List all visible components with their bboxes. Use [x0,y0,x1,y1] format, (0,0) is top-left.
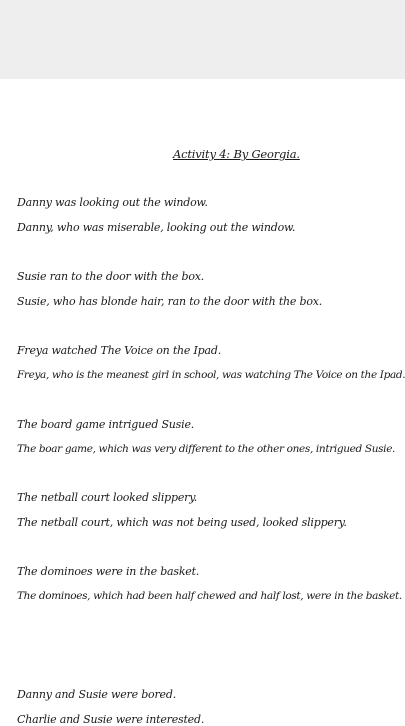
sentence-line: Susie, who has blonde hair, ran to the door with the box. [17,295,323,308]
sentence-line: The dominoes were in the basket. [17,565,200,578]
sentence-line: Freya, who is the meanest girl in school, was watching The Voice on the Ipad. [17,369,405,381]
sentence-line: The board game intrigued Susie. [17,418,195,431]
sentence-line: Danny, who was miserable, looking out the window. [17,221,296,234]
sentence-line: Danny and Susie were bored. [17,688,176,701]
sentence-line: Charlie and Susie were interested. [17,713,205,726]
top-toolbar-area [0,0,405,79]
sentence-line: The boar game, which was very different to the other ones, intrigued Susie. [17,443,396,455]
sentence-line: The dominoes, which had been half chewed and half lost, were in the basket. [17,590,402,602]
sentence-line: The netball court looked slippery. [17,491,198,504]
document-page [0,79,405,726]
sentence-line: Danny was looking out the window. [17,196,208,209]
document-title: Activity 4: By Georgia. [173,147,300,161]
sentence-line: Freya watched The Voice on the Ipad. [17,344,222,357]
sentence-line: Susie ran to the door with the box. [17,270,205,283]
sentence-line: The netball court, which was not being used, looked slippery. [17,516,347,529]
